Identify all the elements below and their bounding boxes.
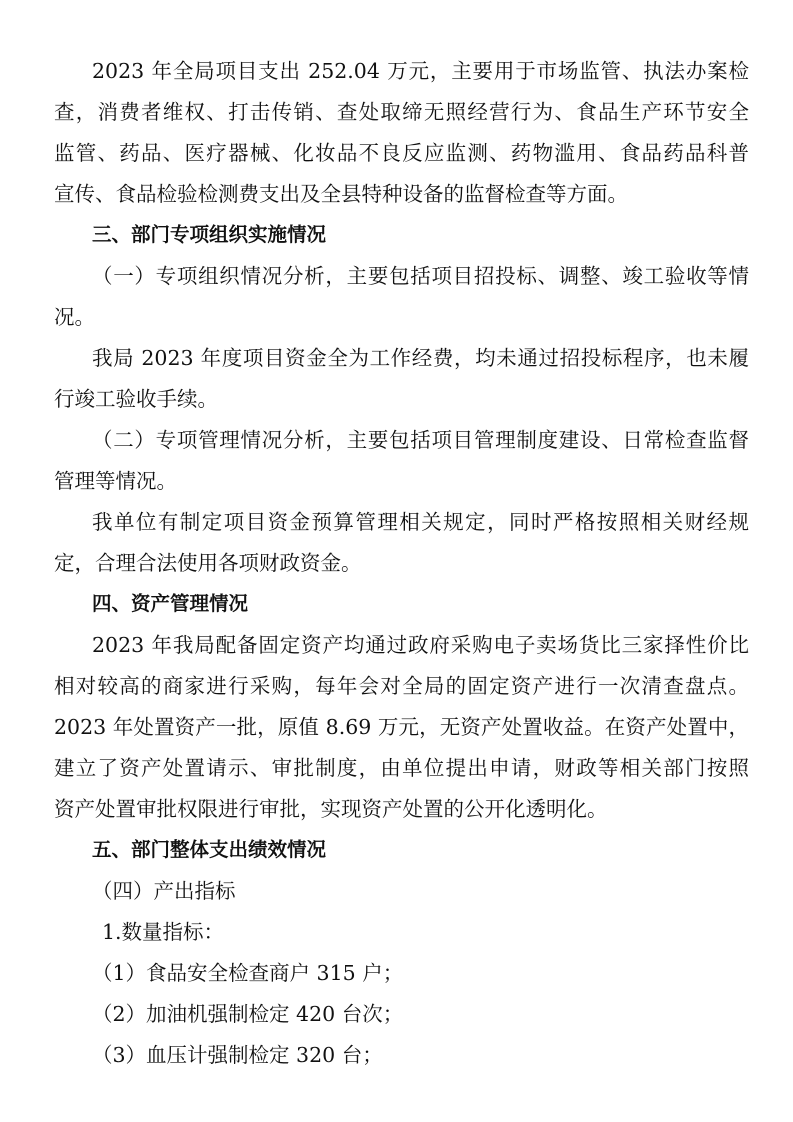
paragraph-line: 2023 年全局项目支出 252.04 万元，主要用于市场监管、执法办案检 (92, 59, 749, 83)
paragraph-line: 我局 2023 年度项目资金全为工作经费，均未通过招投标程序，也未履 (92, 346, 749, 370)
paragraph-line: 我单位有制定项目资金预算管理相关规定，同时严格按照相关财经规 (92, 510, 749, 534)
paragraph-line: 2023 年处置资产一批，原值 8.69 万元，无资产处置收益。在资产处置中， (54, 715, 749, 739)
paragraph-line: 监管、药品、医疗器械、化妆品不良反应监测、药物滥用、食品药品科普 (54, 141, 749, 165)
subsection-heading: （四）产出指标 (92, 879, 236, 903)
list-item: （3）血压计强制检定 320 台； (92, 1043, 383, 1067)
list-item: （2）加油机强制检定 420 台次； (92, 1002, 404, 1026)
paragraph-line: 建立了资产处置请示、审批制度，由单位提出申请，财政等相关部门按照 (54, 756, 749, 780)
paragraph-line: 资产处置审批权限进行审批，实现资产处置的公开化透明化。 (54, 797, 608, 821)
section-heading: 五、部门整体支出绩效情况 (92, 838, 327, 861)
paragraph-line: 行竣工验收手续。 (54, 387, 218, 411)
paragraph-line: 查，消费者维权、打击传销、查处取缔无照经营行为、食品生产环节安全 (54, 100, 749, 124)
section-heading: 四、资产管理情况 (92, 592, 249, 615)
paragraph-line: （一）专项组织情况分析，主要包括项目招投标、调整、竣工验收等情 (92, 264, 749, 288)
paragraph-line: 宣传、食品检验检测费支出及全县特种设备的监督检查等方面。 (54, 182, 628, 206)
paragraph-line: 相对较高的商家进行采购，每年会对全局的固定资产进行一次清查盘点。 (54, 674, 749, 698)
paragraph-line: 况。 (54, 305, 95, 329)
paragraph-line: 2023 年我局配备固定资产均通过政府采购电子卖场货比三家择性价比 (92, 633, 749, 657)
list-item: （1）食品安全检查商户 315 户； (92, 961, 404, 985)
list-heading: 1.数量指标： (102, 920, 225, 944)
section-heading: 三、部门专项组织实施情况 (92, 223, 327, 246)
paragraph-line: （二）专项管理情况分析，主要包括项目管理制度建设、日常检查监督 (92, 428, 749, 452)
paragraph-line: 定，合理合法使用各项财政资金。 (54, 551, 362, 575)
paragraph-line: 管理等情况。 (54, 469, 177, 493)
